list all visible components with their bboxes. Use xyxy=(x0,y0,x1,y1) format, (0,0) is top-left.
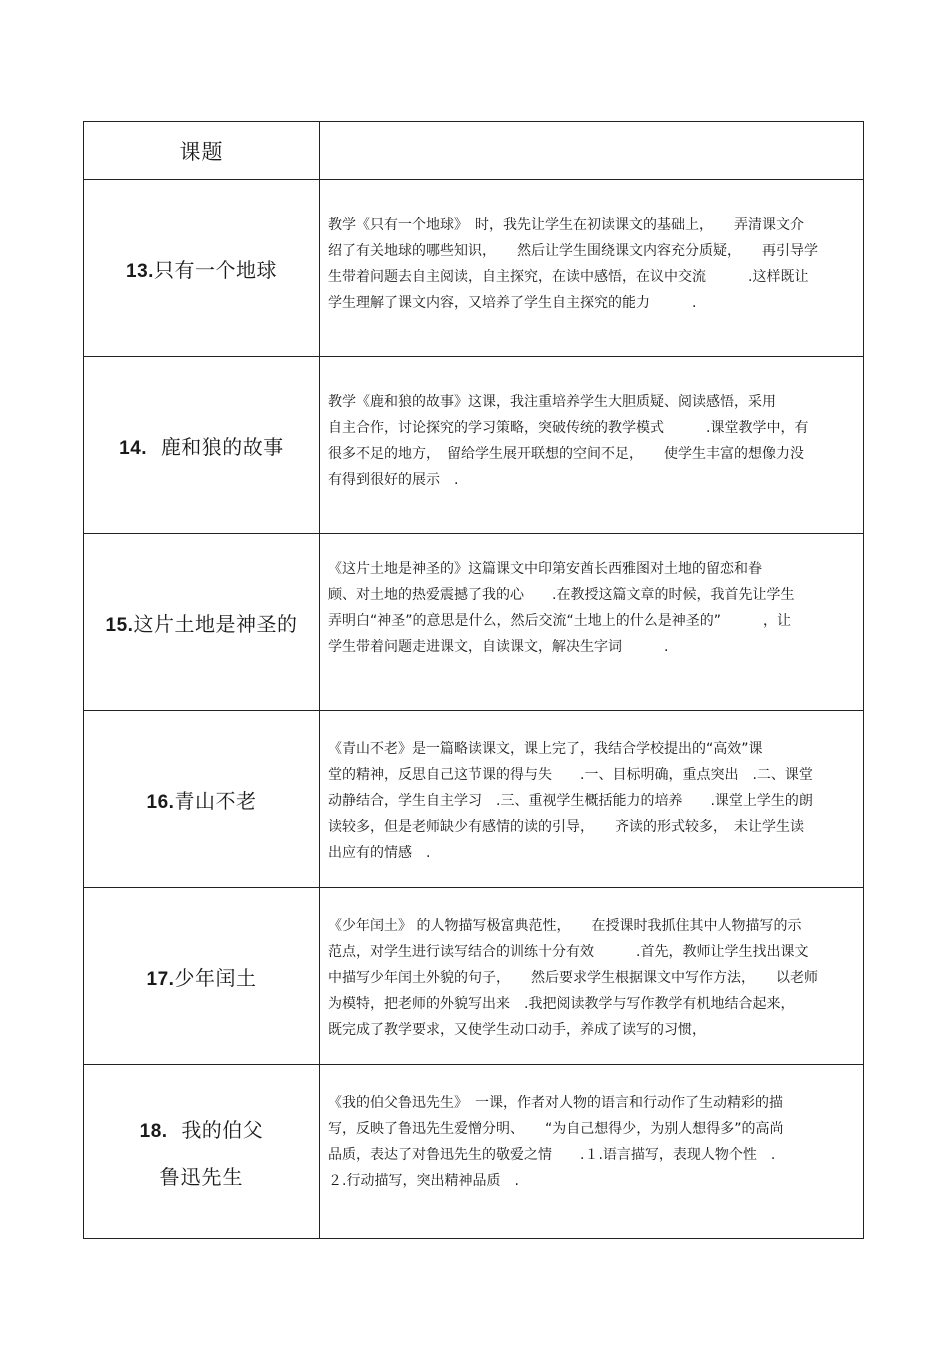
lesson-title xyxy=(147,785,257,814)
reflection-line: 《青山不老》是一篇略读课文，课上完了，我结合学校提出的“高效”课 xyxy=(328,741,763,757)
table-row xyxy=(84,887,863,1064)
lesson-title xyxy=(140,1114,264,1143)
reflection-line: 中描写少年闰土外貌的句子， 然后要求学生根据课文中写作方法， 以老师 xyxy=(328,970,818,986)
lesson-name: 这片土地是神圣的 xyxy=(133,611,298,636)
lesson-number: 18. xyxy=(139,1121,168,1142)
lesson-title xyxy=(126,254,277,283)
reflection-line: 教学《只有一个地球》 时，我先让学生在初读课文的基础上， 弄清课文介 xyxy=(328,217,804,233)
reflection-line: ２.行动描写，突出精神品质 . xyxy=(328,1173,519,1189)
lesson-number: 15. xyxy=(105,614,134,636)
reflection-line: 顾、对土地的热爱震撼了我的心 .在教授这篇文章的时候，我首先让学生 xyxy=(328,587,795,603)
table-row xyxy=(84,1064,863,1239)
reflection-line: 既完成了教学要求，又使学生动口动手，养成了读写的习惯， xyxy=(328,1022,706,1038)
table-row xyxy=(84,710,863,887)
reflection-cell xyxy=(320,357,863,533)
reflection-line: 很多不足的地方， 留给学生展开联想的空间不足， 使学生丰富的想像力没 xyxy=(328,446,804,462)
reflection-text xyxy=(328,736,853,866)
lesson-title-cell xyxy=(84,711,320,887)
lesson-number: 16. xyxy=(146,791,175,813)
header-label: 课题 xyxy=(179,139,224,164)
table-row xyxy=(84,356,863,533)
reflection-line: 《我的伯父鲁迅先生》 一课，作者对人物的语言和行动作了生动精彩的描 xyxy=(328,1095,783,1111)
reflection-cell xyxy=(320,888,863,1064)
reflection-text xyxy=(328,556,853,660)
lesson-title xyxy=(119,431,284,460)
reflection-line: 为模特，把老师的外貌写出来 .我把阅读教学与写作教学有机地结合起来， xyxy=(328,996,795,1012)
reflection-line: 学生理解了课文内容，又培养了学生自主探究的能力 . xyxy=(328,295,697,311)
reflection-line: 写，反映了鲁迅先生爱憎分明、 “为自己想得少，为别人想得多”的高尚 xyxy=(328,1121,784,1137)
table-header-row xyxy=(84,122,863,179)
lesson-title xyxy=(106,608,298,637)
reflection-line: 有得到很好的展示 . xyxy=(328,472,459,488)
lesson-name: 少年闰土 xyxy=(174,965,257,990)
reflection-cell xyxy=(320,1065,863,1239)
header-value-cell xyxy=(320,122,863,179)
reflection-line: 范点，对学生进行读写结合的训练十分有效 .首先，教师让学生找出课文 xyxy=(328,944,809,960)
lesson-title-cell xyxy=(84,1065,320,1239)
lesson-number: 17. xyxy=(146,968,175,990)
lesson-title-cell xyxy=(84,888,320,1064)
reflection-text xyxy=(328,389,853,493)
lesson-name: 只有一个地球 xyxy=(153,257,277,282)
reflection-cell xyxy=(320,180,863,356)
lesson-number: 13. xyxy=(126,260,154,282)
reflection-line: 品质，表达了对鲁迅先生的敬爱之情 .１.语言描写，表现人物个性 . xyxy=(328,1147,776,1163)
reflection-text xyxy=(328,913,853,1043)
reflection-line: 动静结合，学生自主学习 .三、重视学生概括能力的培养 .课堂上学生的朗 xyxy=(328,793,813,809)
reflection-line: 自主合作，讨论探究的学习策略，突破传统的教学模式 .课堂教学中，有 xyxy=(328,420,809,436)
reflection-line: 出应有的情感 . xyxy=(328,845,431,861)
lesson-name: 我的伯父 xyxy=(181,1118,264,1142)
lesson-title xyxy=(147,962,257,991)
reflection-line: 弄明白“神圣”的意思是什么，然后交流“土地上的什么是神圣的” ，让 xyxy=(328,613,792,629)
reflection-line: 绍了有关地球的哪些知识， 然后让学生围绕课文内容充分质疑， 再引导学 xyxy=(328,243,818,259)
lesson-title-cell xyxy=(84,534,320,710)
lesson-reflection-table xyxy=(83,121,864,1239)
lesson-name-line2: 鲁迅先生 xyxy=(159,1165,244,1189)
reflection-line: 《少年闰土》 的人物描写极富典范性， 在授课时我抓住其中人物描写的示 xyxy=(328,918,802,934)
reflection-line: 《这片土地是神圣的》这篇课文中印第安酋长西雅图对土地的留恋和眷 xyxy=(328,561,762,577)
reflection-text xyxy=(328,212,853,316)
reflection-line: 学生带着问题走进课文，自读课文，解决生字词 . xyxy=(328,639,669,655)
reflection-line: 堂的精神，反思自己这节课的得与失 .一、目标明确，重点突出 .二、课堂 xyxy=(328,767,813,783)
table-row xyxy=(84,179,863,356)
lesson-title-cell xyxy=(84,357,320,533)
reflection-cell xyxy=(320,534,863,710)
reflection-text xyxy=(328,1090,853,1194)
lesson-name: 青山不老 xyxy=(174,788,257,813)
reflection-cell xyxy=(320,711,863,887)
reflection-line: 教学《鹿和狼的故事》这课，我注重培养学生大胆质疑、阅读感悟，采用 xyxy=(328,394,776,410)
lesson-number: 14. xyxy=(119,437,148,459)
header-label-cell xyxy=(84,122,320,179)
lesson-name: 鹿和狼的故事 xyxy=(160,434,284,459)
reflection-line: 生带着问题去自主阅读，自主探究，在读中感悟，在议中交流 .这样既让 xyxy=(328,269,809,285)
table-row xyxy=(84,533,863,710)
lesson-title-cell xyxy=(84,180,320,356)
reflection-line: 读较多，但是老师缺少有感情的读的引导， 齐读的形式较多， 未让学生读 xyxy=(328,819,804,835)
